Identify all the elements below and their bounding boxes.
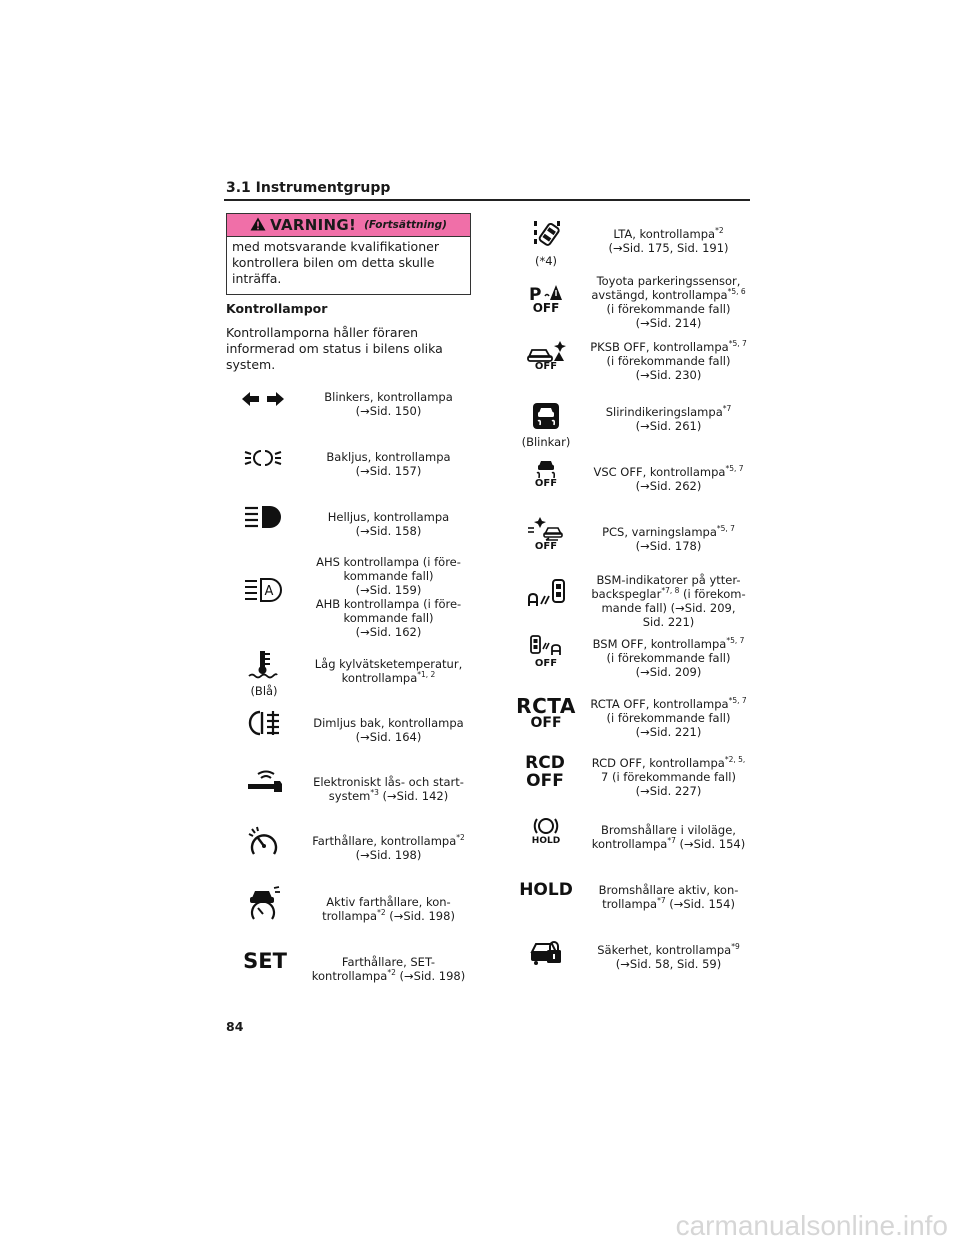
ahs-icon [244, 578, 284, 602]
page-number: 84 [226, 1019, 244, 1034]
warning-body: med motsvarande kvalifikationer kontrollera bilen om detta skulle inträffa. [232, 239, 439, 286]
warning-title: VARNING! [270, 216, 357, 234]
svg-text:P: P [529, 285, 542, 305]
lta-icon [530, 220, 562, 250]
turn-signal-icon [240, 390, 286, 408]
right-item-4-text: VSC OFF, kontrollampa$^{*5, 7}$ (→Sid. 262) [593, 464, 744, 493]
right-item-2-text: PKSB OFF, kontrollampa$^{*5, 7}$ (i förekommande fall) (→Sid. 230) [590, 339, 747, 382]
rcd-off-icon: RCD OFF [525, 753, 565, 791]
dynamic-cruise-icon [246, 886, 282, 920]
right-item-3-text: Slirindikeringslampa$^{*7}$ (→Sid. 261) [605, 404, 732, 433]
warning-continued: (Fortsättning) [364, 219, 447, 231]
coolant-temp-icon [248, 650, 278, 680]
rear-fog-icon [248, 710, 280, 736]
right-item-8-text: RCTA OFF, kontrollampa$^{*5, 7}$ (i förekommande fall) (→Sid. 221) [590, 696, 747, 739]
header-rule [224, 199, 750, 201]
set-icon: SET [243, 949, 287, 973]
svg-text:A: A [264, 584, 274, 599]
right-item-1-text: Toyota parkeringssensor, avstängd, kontrollampa$^{*5, 6}$ (i förekommande fall) (→Sid. 214) [591, 274, 746, 330]
left-item-4-caption: (Blå) [250, 684, 278, 698]
watermark: carmanualsonline.info [675, 1210, 948, 1241]
brake-hold-active-icon: HOLD [519, 880, 573, 900]
right-item-10-text: Bromshållare i viloläge, kontrollampa$^{*7}$ (→Sid. 154) [591, 823, 746, 851]
smart-key-icon [246, 768, 284, 794]
bsm-icon [526, 578, 566, 610]
cruise-control-icon [248, 826, 280, 858]
rcta-off-icon: RCTA OFF [516, 694, 576, 731]
left-item-1-text: Bakljus, kontrollampa (→Sid. 157) [326, 450, 451, 478]
parking-sensor-off-icon: P OFF [528, 283, 564, 315]
warning-triangle-icon [250, 216, 266, 235]
right-item-0-text: LTA, kontrollampa$^{*2}$ (→Sid. 175, Sid. 191) [608, 226, 729, 255]
pcs-warning-icon: OFF [526, 516, 566, 552]
right-item-9-text: RCD OFF, kontrollampa$^{*2, 5,}$ 7 (i förekommande fall) (→Sid. 227) [591, 755, 746, 798]
right-item-7-text: BSM OFF, kontrollampa$^{*5, 7}$ (i förekommande fall) (→Sid. 209) [592, 636, 745, 679]
left-item-4-text: Låg kylvätsketemperatur, kontrollampa$^{*1, 2}$ [314, 657, 463, 685]
high-beam-icon [244, 505, 284, 529]
left-item-6-text: Elektroniskt lås- och start- system$^{*3}$ (→Sid. 142) [313, 775, 464, 803]
left-item-7-text: Farthållare, kontrollampa$^{*2}$ (→Sid. 198) [312, 833, 465, 862]
left-item-3-text: AHS kontrollampa (i före- kommande fall) (→Sid. 159) AHB kontrollampa (i före- kommande fall) (→Sid. 162) [315, 555, 462, 639]
right-item-3-caption: (Blinkar) [521, 435, 571, 449]
right-item-12-text: Säkerhet, kontrollampa$^{*9}$ (→Sid. 58, Sid. 59) [597, 942, 740, 971]
pksb-off-icon: OFF [526, 340, 566, 372]
vsc-off-icon: OFF [530, 458, 562, 490]
left-item-9-text: Farthållare, SET- kontrollampa$^{*2}$ (→Sid. 198) [311, 955, 466, 983]
intro-paragraph: Kontrollamporna håller föraren informerad om status i bilens olika system. [226, 325, 443, 372]
left-item-2-text: Helljus, kontrollampa (→Sid. 158) [327, 510, 450, 538]
left-item-0-text: Blinkers, kontrollampa (→Sid. 150) [324, 390, 453, 418]
security-icon [530, 938, 562, 966]
section-header: 3.1 Instrumentgrupp [226, 180, 391, 196]
left-item-5-text: Dimljus bak, kontrollampa (→Sid. 164) [313, 716, 464, 744]
right-item-11-text: Bromshållare aktiv, kon- trollampa$^{*7}$ (→Sid. 154) [598, 883, 739, 911]
tail-light-icon [243, 448, 283, 468]
right-item-0-caption: (*4) [534, 254, 558, 268]
left-item-8-text: Aktiv farthållare, kon- trollampa$^{*2}$ (→Sid. 198) [322, 895, 455, 923]
warning-header [227, 214, 470, 237]
brake-hold-standby-icon: HOLD [526, 814, 566, 846]
warning-box [226, 213, 471, 295]
right-item-6-text: BSM-indikatorer på ytter- backspeglar$^{*7, 8}$ (i förekom- mande fall) (→Sid. 209, Sid. 221) [591, 573, 746, 629]
section-heading: Kontrollampor [226, 301, 328, 316]
slip-indicator-icon [532, 402, 560, 430]
bsm-off-icon: OFF [528, 634, 564, 670]
right-item-5-text: PCS, varningslampa$^{*5, 7}$ (→Sid. 178) [602, 524, 735, 553]
